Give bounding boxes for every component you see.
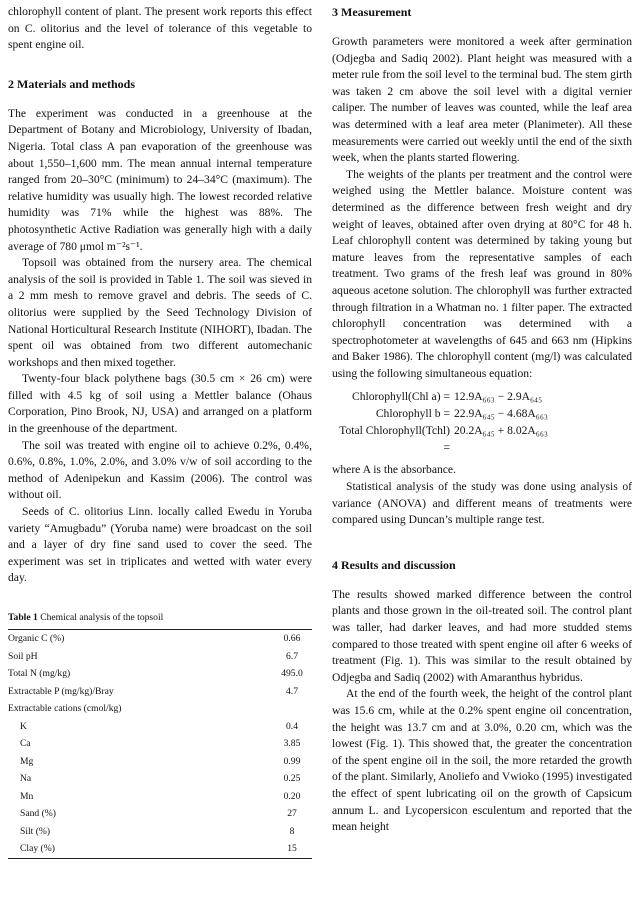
table-cell-label: Extractable P (mg/kg)/Bray <box>8 685 114 697</box>
soil-analysis-table <box>8 629 312 859</box>
table-cell-label: Total N (mg/kg) <box>8 668 71 679</box>
table-row <box>8 788 312 806</box>
intro-paragraph: chlorophyll content of plant. The present work reports this effect on C. olitorius and the level of tolerance of this vegetable to spent engine oil. <box>8 5 312 52</box>
table-cell-label: Sand (%) <box>20 808 56 819</box>
table-caption-text: Chemical analysis of the topsoil <box>40 612 164 623</box>
paragraph-growth-parameters: Growth parameters were monitored a week after germination (Odjegba and Sadiq 2002). Plant height was measured with a meter rule from the soil level to the terminal bud. The stem girth was taken 2 cm above the soil level with a digital vernier caliper. The number of leaves was counted, while the leaf area was determined with a leaf area meter (Planimeter). All these measurements were carried out weekly until the end of the sixth week, when the plants started flowering. <box>332 35 632 165</box>
table-cell-label: K <box>20 720 27 732</box>
equation-lhs: Total Chlorophyll(Tchl) = <box>339 424 450 455</box>
right-column <box>332 4 632 836</box>
table-cell-value: 15 <box>287 843 297 854</box>
chlorophyll-equations <box>332 388 632 456</box>
paragraph-weights: The weights of the plants per treatment and the control were weighed using the Mettler balance. Moisture content was determined as the difference between fresh weight and dry weight of leaves, obtained after oven drying at 80°C for 48 h. Leaf chlorophyll content was determined by taking young but mature leaves from the representative samples of each treatment. Two grams of the fresh leaf was ground in 80% aqueous acetone solution. The chlorophyll was further extracted through filtration in a Whatman no. 1 filter paper. The extracted chlorophyll concentration was determined with a spectrophotometer at wavelengths of 645 and 663 nm (Hipkins and Baker 1986). The chlorophyll content (mg/l) was calculated using the following simultaneous equation: <box>332 167 632 380</box>
paragraph-polythene-bags: Twenty-four black polythene bags (30.5 cm × 26 cm) were filled with 4.5 kg of soil using a Mettler balance (Ohaus Corporation, Pino Brook, NJ, USA) and arranged on a platform in the greenhouse of the department. <box>8 372 312 436</box>
equation-lhs: Chlorophyll b = <box>375 407 450 421</box>
table-row <box>8 805 312 823</box>
table-cell-label: Na <box>20 773 32 784</box>
table-row <box>8 770 312 788</box>
table-cell-value: 8 <box>289 825 295 837</box>
section-heading-measurement: 3 Measurement <box>332 5 412 19</box>
equation-rhs: 22.9A₆₄₅ − 4.68A₆₆₃ <box>454 407 548 421</box>
table-cell-value: 0.20 <box>283 790 301 802</box>
table-row <box>8 630 312 648</box>
table-row <box>8 735 312 753</box>
table-cell-value: 4.7 <box>286 685 298 697</box>
table-cell-value: 27 <box>287 808 297 819</box>
table-cell-label: Mg <box>20 755 34 767</box>
table-cell-label: Extractable cations (cmol/kg) <box>8 703 122 714</box>
left-column <box>8 4 312 859</box>
table-cell-value: 0.4 <box>286 720 298 732</box>
paragraph-oil-treatment: The soil was treated with engine oil to achieve 0.2%, 0.4%, 0.6%, 0.8%, 1.0%, 2.0%, and 3.0% v/w of soil according to the method of Adenipekun and Kassim (2006). The control was without oil. <box>8 438 312 502</box>
table-cell-value: 6.7 <box>286 650 298 662</box>
table-row <box>8 840 312 858</box>
table-row <box>8 753 312 771</box>
equation-chl-b <box>332 405 632 422</box>
section-heading-materials: 2 Materials and methods <box>8 76 135 91</box>
table-cell-value: 3.85 <box>283 738 301 749</box>
table-cell-value: 495.0 <box>281 668 303 679</box>
table-cell-label: Ca <box>20 738 31 749</box>
table-cell-label: Soil pH <box>8 650 38 662</box>
table-row <box>8 665 312 683</box>
paragraph-results: The results showed marked difference between the control plants and those grown in the oil-treated soil. The control plant was taller, had darker leaves, and had more studded stems compared to those treated with spent engine oil after 6 weeks of treatment (Fig. 1). This was similar to the result obtained by Odjegba and Sadiq (2002) with Amaranthus hybridus. <box>332 587 632 684</box>
paragraph-greenhouse: The experiment was conducted in a greenhouse at the Department of Botany and Microbiology, University of Ibadan, Nigeria. Total class A pan evaporation of the greenhouse was about 1,550–1,600 mm. The mean annual internal temperature ranged from 20–30°C (minimum) to 24–34°C (maximum). The relative humidity was usually high. The lowest recorded relative humidity was 71% while the highest was 88%. The photosynthetic Active Radiation was generally high with a daily average of 780 μmol m⁻²s⁻¹. <box>8 106 312 253</box>
table-row <box>8 648 312 666</box>
paragraph-fourth-week: At the end of the fourth week, the height of the control plant was 15.6 cm, while at the 0.2% spent engine oil concentration, the height was 13.7 cm and at 3.0%, 0.20 cm, which was the lowest (Fig. 1). This showed that, the greater the concentration of the spent engine oil in the soil, the more retarded the growth of the plant. Similarly, Anoliefo and Vwioko (1995) investigated the effect of spent lubricating oil on the growth of Capsicum annum L. and Lycopersicon esculentum and reported that the mean height <box>332 687 632 834</box>
paragraph-topsoil: Topsoil was obtained from the nursery area. The chemical analysis of the soil is provided in Table 1. The soil was sieved in a 2 mm mesh to remove gravel and debris. The seeds of C. olitorius were supplied by the Seed Technology Division of National Horticultural Research Institute (NIHORT), Ibadan. The spent oil was obtained from two different automechanic workshops and then mixed together. <box>8 256 312 369</box>
paragraph-absorbance: where A is the absorbance. <box>332 463 456 477</box>
equation-lhs: Chlorophyll(Chl a) = <box>352 390 450 404</box>
table-cell-value <box>272 700 312 718</box>
table-cell-value: 0.99 <box>283 755 301 767</box>
table-row <box>8 823 312 841</box>
equation-rhs: 12.9A₆₆₃ − 2.9A₆₄₅ <box>454 390 543 404</box>
table-row <box>8 683 312 701</box>
section-heading-results: 4 Results and discussion <box>332 557 456 572</box>
equation-total-chl <box>332 422 632 456</box>
table-cell-label: Mn <box>20 790 34 802</box>
table-cell-value: 0.66 <box>283 633 301 644</box>
equation-chl-a <box>332 388 632 405</box>
table-label: Table 1 <box>8 612 38 623</box>
table-cell-value: 0.25 <box>283 773 301 784</box>
table-cell-label: Silt (%) <box>20 825 51 837</box>
paragraph-seeds: Seeds of C. olitorius Linn. locally called Ewedu in Yoruba variety “Amugbadu” (Yoruba name) were broadcast on the soil and a layer of dry fine sand used to cover the seed. The experiment was set in triplicates and wetted with water every day. <box>8 505 312 585</box>
equation-rhs: 20.2A₆₄₅ + 8.02A₆₆₃ <box>454 424 548 438</box>
table-row <box>8 718 312 736</box>
paragraph-statistics: Statistical analysis of the study was done using analysis of variance (ANOVA) and different means of treatments were compared using Duncan’s multiple range test. <box>332 480 632 527</box>
table-cell-label: Clay (%) <box>20 843 55 854</box>
table-cell-label: Organic C (%) <box>8 633 65 644</box>
table-caption <box>8 611 312 625</box>
table-row <box>8 700 312 718</box>
